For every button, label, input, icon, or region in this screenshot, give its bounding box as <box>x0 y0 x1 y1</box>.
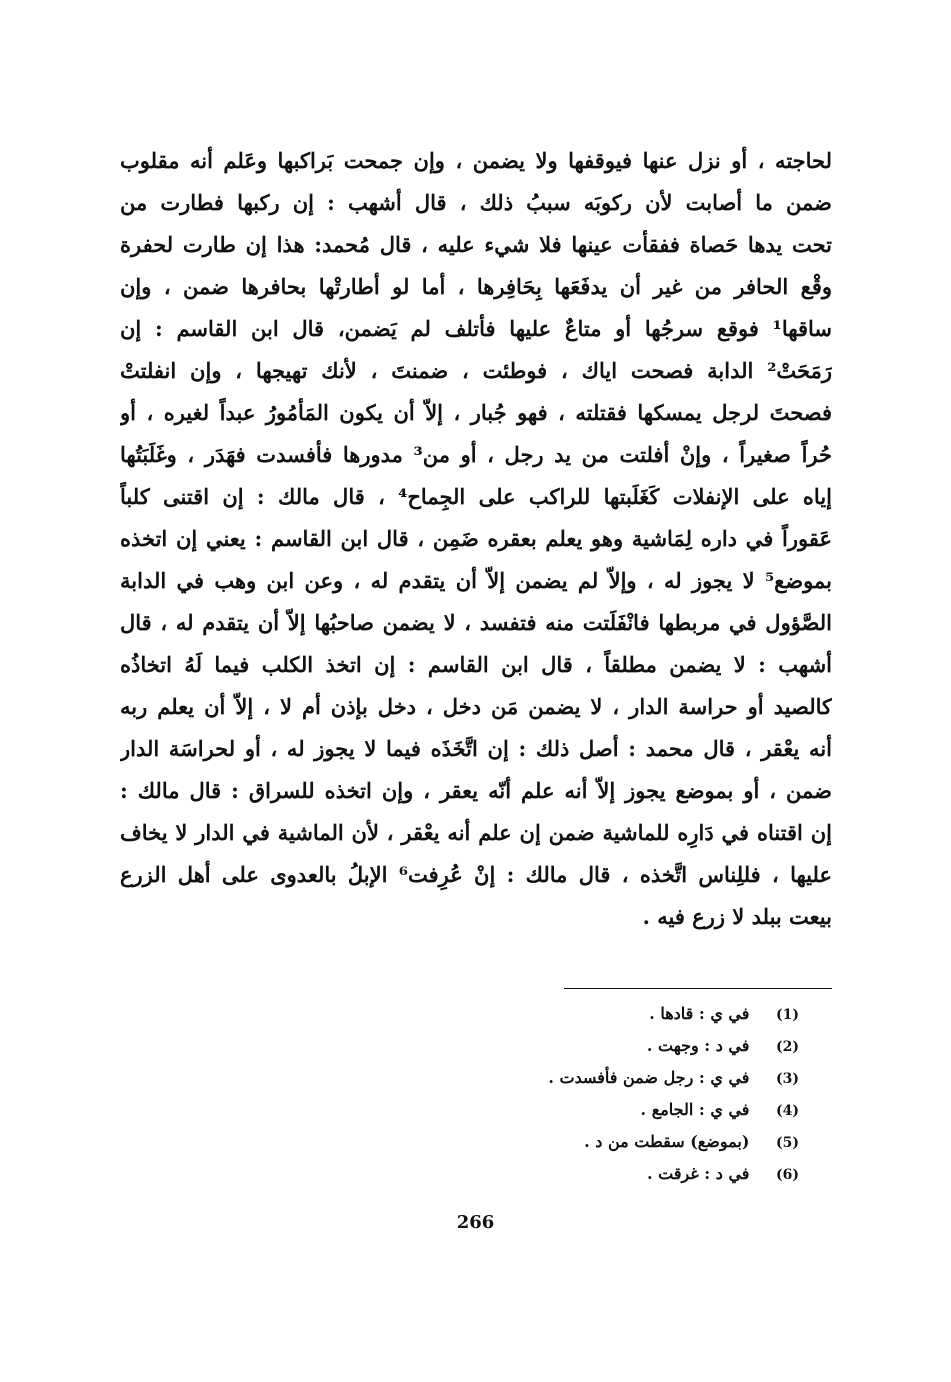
footnote-text: في ي : رجل ضمن فأفسدت . <box>548 1068 750 1087</box>
text-line: الصَّؤول في مربطها فانْفَلَتت منه فتفسد ، لا يضمن صاحبُها إلاّ أن يتقدم له ، قال <box>120 610 832 635</box>
footnote <box>279 1094 799 1126</box>
footnote-text: في د : غرقت . <box>647 1164 750 1183</box>
text-line: أشهب : لا يضمن مطلقاً ، قال ابن القاسم : إن اتخذ الكلب فيما لَهُ اتخاذُه <box>120 652 832 677</box>
text-line: تحت يدها حَصاة ففقأت عينها فلا شيء عليه ، قال مُحمد: هذا إن طارت لحفرة <box>120 232 832 257</box>
text-line: عَقوراً في داره لِمَاشية وهو يعلم بعقره ضَمِن ، قال ابن القاسم : يعني إن اتخذه <box>120 526 832 551</box>
text-line: فصحتَ لرجل يمسكها فقتلته ، فهو جُبار ، إلاّ أن يكون المَأمُورُ عبداً لغيره ، أو <box>120 400 832 425</box>
text-line: بموضع⁵ لا يجوز له ، وإلاّ لم يضمن إلاّ أن يتقدم له ، وعن ابن وهب في الدابة <box>120 568 832 593</box>
footnote-number: (1) <box>776 1007 799 1023</box>
footnote-number: (6) <box>776 1167 799 1183</box>
footnote <box>279 1158 799 1190</box>
footnote-text: في د : وجهت . <box>646 1036 750 1055</box>
text-line: إياه على الإنفلات كَغَلَبتها للراكب على الجِماح⁴ ، قال مالك : إن اقتنى كلباً <box>120 484 832 509</box>
text-line: أنه يعْقر ، قال محمد : أصل ذلك : إن اتَّخَذَه فيما لا يجوز له ، أو لحراسَة الدار <box>120 736 832 761</box>
footnote-number: (2) <box>776 1039 799 1055</box>
page-number: 266 <box>456 1212 495 1233</box>
text-line: عليها ، فللِناس اتَّخذه ، قال مالك : إنْ عُرِفت⁶ الإبلُ بالعدوى على أهل الزرع <box>120 862 832 887</box>
footnote <box>279 1030 799 1062</box>
text-line: ساقها¹ فوقع سرجُها أو متاعٌ عليها فأتلف لم يَضمن، قال ابن القاسم : إن <box>120 316 832 341</box>
text-line: إن اقتناه في دَارِه للماشية ضمن إن علم أنه يعْقر ، لأن الماشية في الدار لا يخاف <box>120 820 832 845</box>
text-line-last: بيعت ببلد لا زرع فيه . <box>642 904 832 929</box>
footnote-text: في ي : الجامع . <box>640 1100 750 1119</box>
footnote-text: (بموضع) سقطت من د . <box>584 1132 750 1151</box>
main-text <box>120 140 832 938</box>
text-line: رَمَحَتْ² الدابة فصحت اياك ، فوطئت ، ضمنتَ ، لأنك تهيجها ، وإن انفلتتْ <box>120 358 832 383</box>
footnote <box>279 998 799 1030</box>
footnote-number: (4) <box>776 1103 799 1119</box>
text-line: كالصيد أو حراسة الدار ، لا يضمن مَن دخل ، دخل بإذن أم لا ، إلاّ أن يعلم ربه <box>120 694 832 719</box>
text-line: لحاجته ، أو نزل عنها فيوقفها ولا يضمن ، وإن جمحت بَراكبها وعَلم أنه مقلوب <box>120 148 832 173</box>
text-line: ضمن ، أو بموضع يجوز إلاّ أنه علم أنّه يعقر ، وإن اتخذه للسراق : قال مالك : <box>120 778 832 803</box>
text-line: ضمن ما أصابت لأن ركوبَه سببُ ذلك ، قال أشهب : إن ركبها فطارت من <box>120 190 832 215</box>
footnote-number: (5) <box>776 1135 799 1151</box>
text-line: وقْع الحافر من غير أن يدفَعَها بِحَافِرها ، أما لو أطارتْها بحافرها ضمن ، وإن <box>120 274 832 299</box>
footnote-text: في ي : قادها . <box>649 1004 750 1023</box>
text-line: حُراً صغيراً ، وإنْ أفلتت من يد رجل ، أو من³ مدورها فأفسدت فهَدَر ، وغَلَبَتُها <box>120 442 832 467</box>
footnotes <box>279 998 799 1190</box>
footnote <box>279 1126 799 1158</box>
footnote-separator <box>564 988 832 989</box>
footnote-number: (3) <box>776 1071 799 1087</box>
footnote <box>279 1062 799 1094</box>
